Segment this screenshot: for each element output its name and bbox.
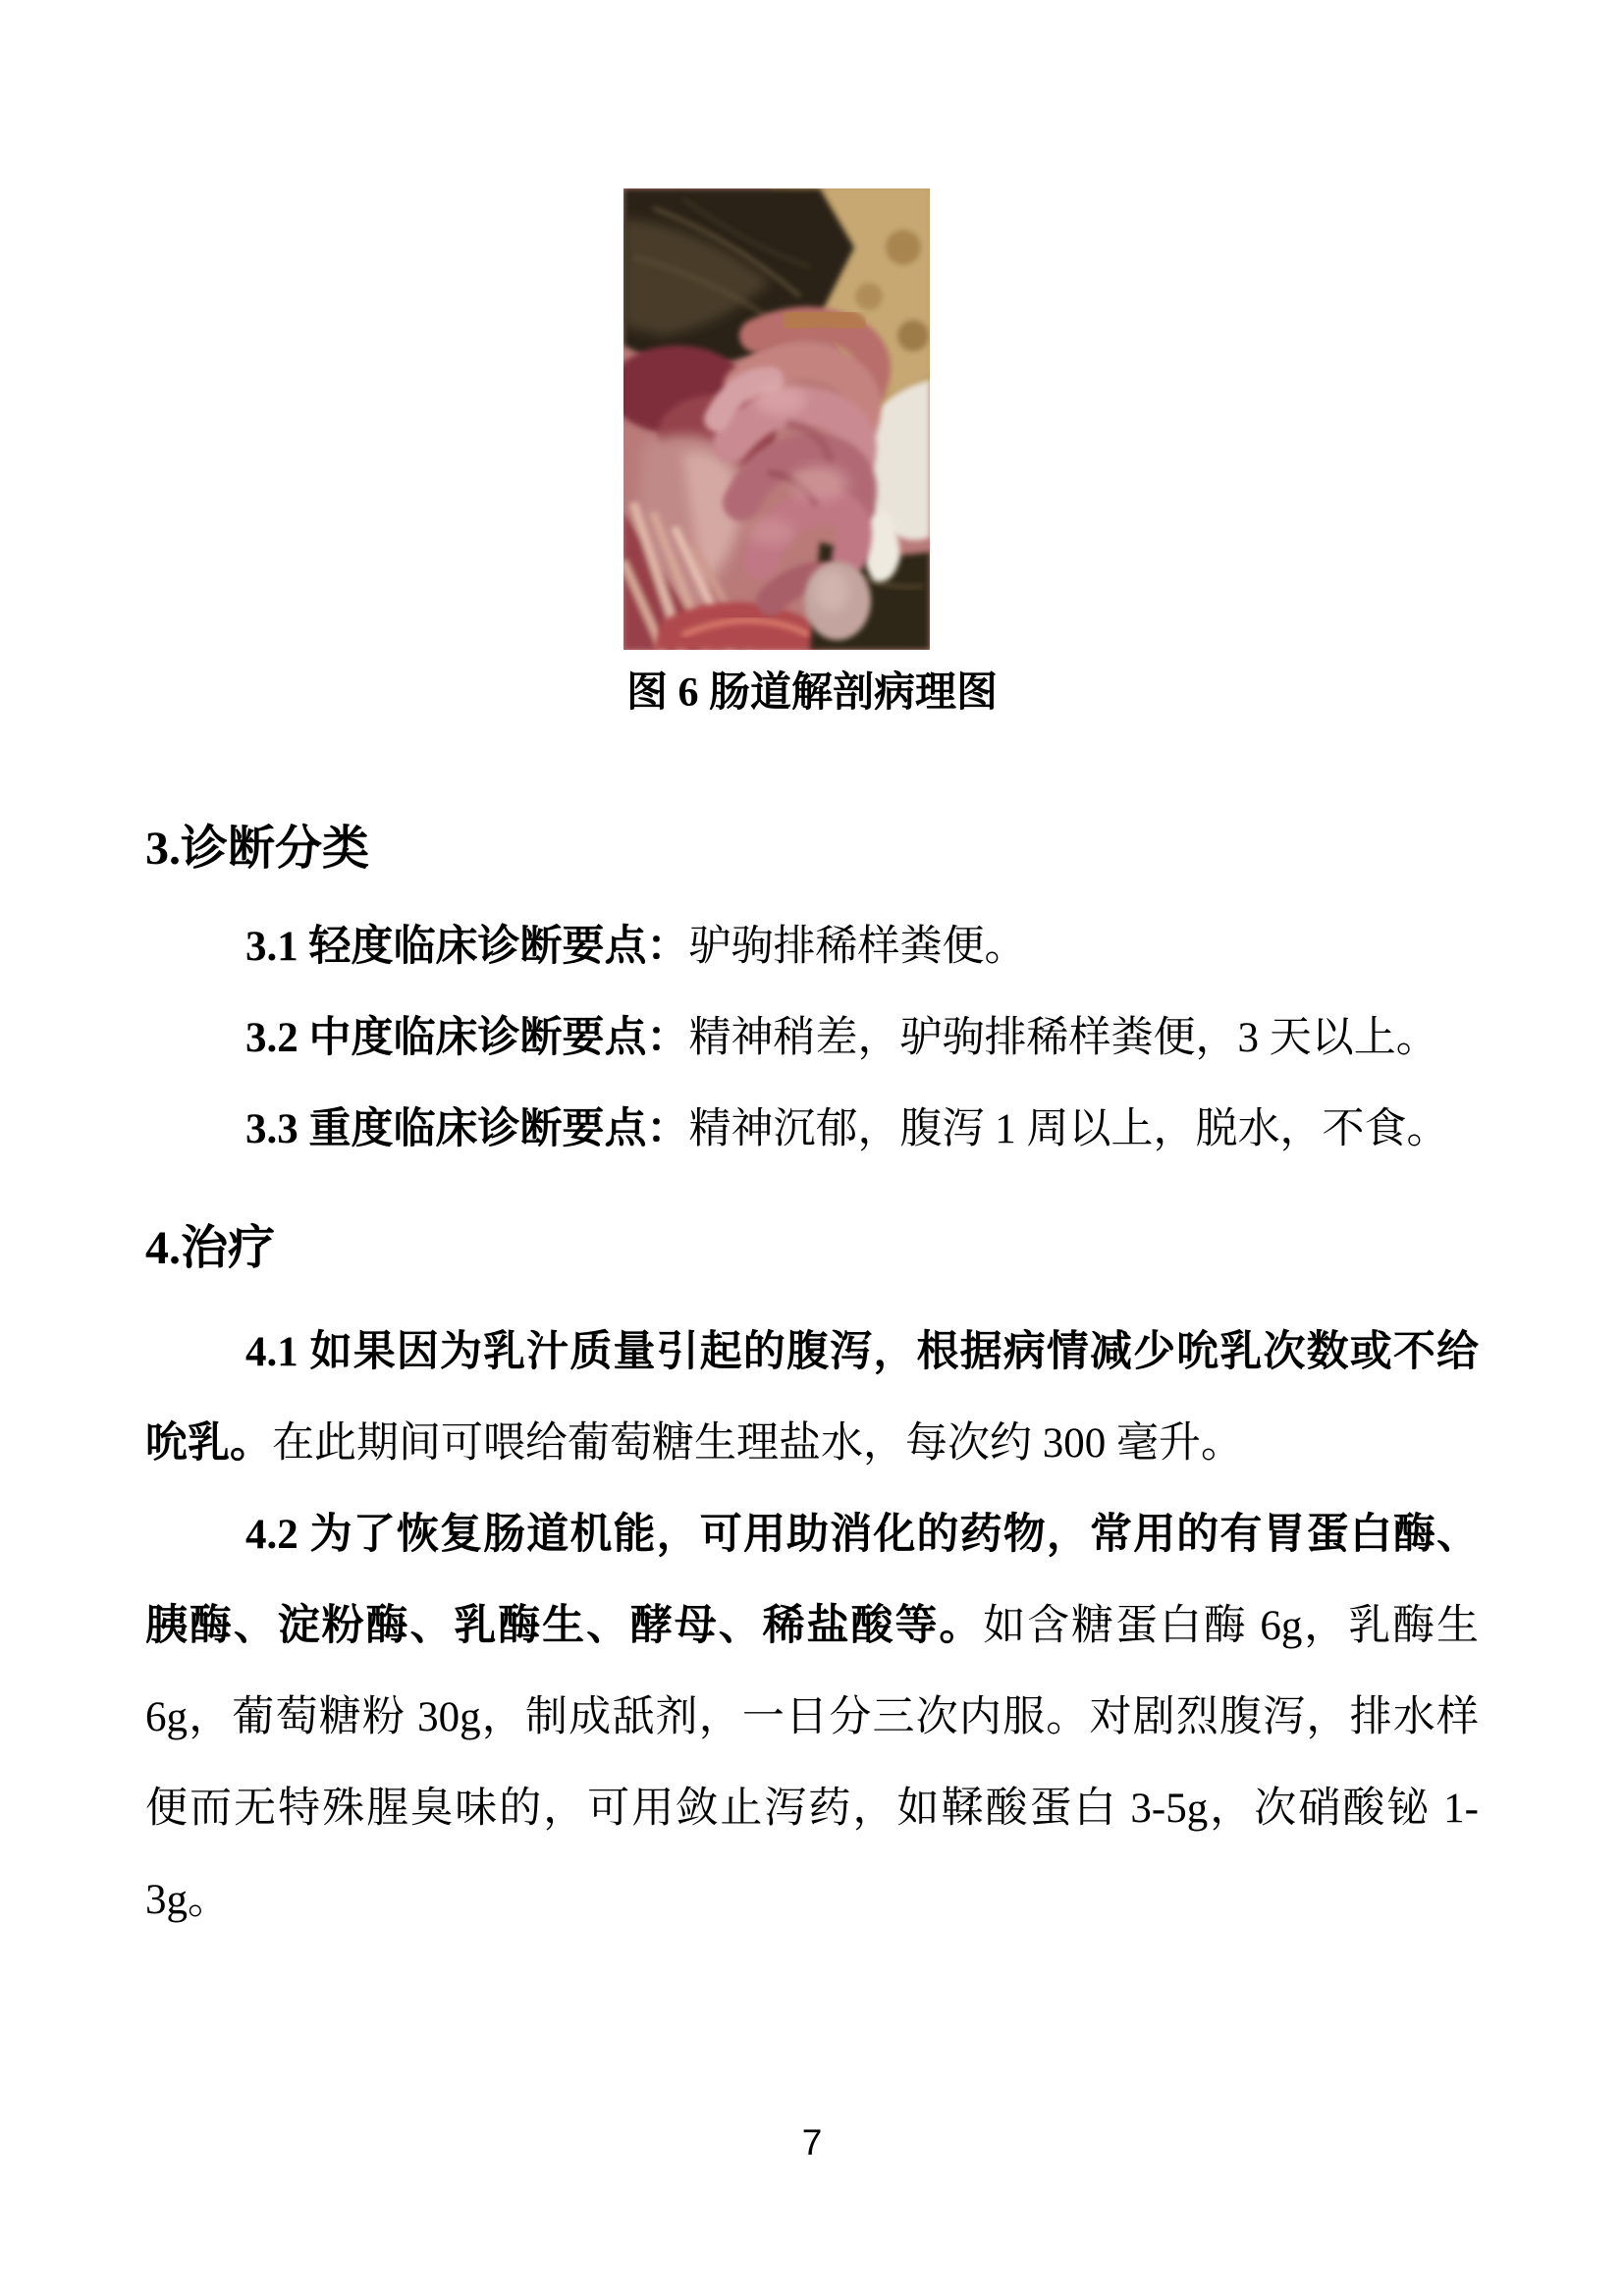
figure-caption: 图 6 肠道解剖病理图 — [625, 670, 998, 716]
paragraph-3-3-body: 精神沉郁，腹泻 1 周以上，脱水，不食。 — [688, 1106, 1449, 1152]
paragraph-4-1 — [145, 1307, 1479, 1489]
paragraph-3-1-body: 驴驹排稀样粪便。 — [688, 924, 1027, 970]
document-content — [0, 821, 1624, 1946]
paragraph-4-1-body: 在此期间可喂给葡萄糖生理盐水，每次约 300 毫升。 — [272, 1420, 1243, 1467]
page-number: 7 — [801, 2122, 823, 2163]
paragraph-3-2-body: 精神稍差，驴驹排稀样粪便，3 天以上。 — [688, 1015, 1438, 1061]
section-heading-diagnosis: 3.诊断分类 — [145, 823, 370, 875]
figure-photo — [623, 188, 930, 650]
figure — [0, 188, 1624, 719]
paragraph-3-1-lead: 3.1 轻度临床诊断要点： — [245, 924, 689, 970]
section-heading-treatment: 4.治疗 — [145, 1222, 276, 1274]
paragraph-4-2-lead: 4.2 为了恢复肠道机能，可用助消化的药物，常用的有胃蛋白酶、胰酶、淀粉酶、乳酶生、酵母、稀盐酸等。 — [145, 1512, 1479, 1649]
paragraph-3-3-lead: 3.3 重度临床诊断要点： — [245, 1106, 689, 1152]
paragraph-3-3 — [145, 1084, 1479, 1175]
paragraph-4-2-body: 如含糖蛋白酶 6g，乳酶生 6g，葡萄糖粉 30g，制成舐剂，一日分三次内服。对剧烈腹泻，排水样便而无特殊腥臭味的，可用敛止泻药，如鞣酸蛋白 3-5g，次硝酸铋 1-3g。 — [145, 1603, 1480, 1923]
paragraph-4-1-lead: 4.1 如果因为乳汁质量引起的腹泻，根据病情减少吮乳次数或不给吮乳。 — [145, 1329, 1479, 1467]
paragraph-3-2 — [145, 992, 1479, 1084]
paragraph-4-2 — [145, 1489, 1479, 1946]
paragraph-3-1 — [145, 901, 1479, 992]
paragraph-3-2-lead: 3.2 中度临床诊断要点： — [245, 1015, 689, 1061]
